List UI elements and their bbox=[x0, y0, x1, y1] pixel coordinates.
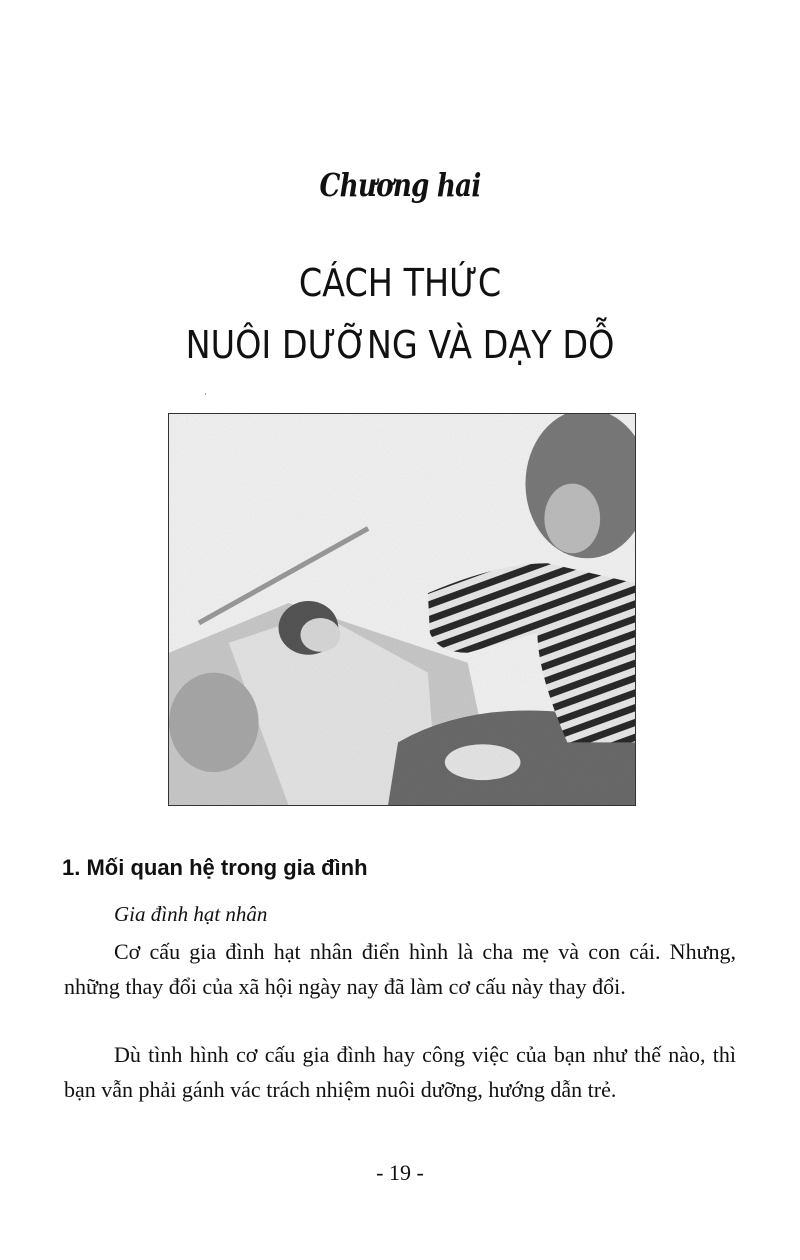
body-paragraph-1: Cơ cấu gia đình hạt nhân điển hình là cha mẹ và con cái. Nhưng, những thay đổi của xã hội ngày nay đã làm cơ cấu này thay đổi. bbox=[64, 939, 736, 999]
body-paragraph-2: Dù tình hình cơ cấu gia đình hay công việc của bạn như thế nào, thì bạn vẫn phải gánh vác trách nhiệm nuôi dưỡng, hướng dẫn trẻ. bbox=[64, 1042, 736, 1102]
chapter-label: Chương hai bbox=[319, 166, 481, 204]
chapter-title-line-2: NUÔI DƯỠNG VÀ DẠY DỖ bbox=[185, 323, 615, 367]
chapter-title bbox=[48, 252, 752, 376]
subsection-heading: Gia đình hạt nhân bbox=[114, 902, 268, 926]
scan-speck: ˙ bbox=[203, 393, 208, 404]
chapter-photo bbox=[168, 413, 636, 806]
page-number: - 19 - bbox=[376, 1160, 424, 1185]
photo-illustration bbox=[169, 414, 635, 805]
section-heading: 1. Mối quan hệ trong gia đình bbox=[62, 855, 368, 880]
chapter-title-line-1: CÁCH THỨC bbox=[298, 261, 502, 305]
